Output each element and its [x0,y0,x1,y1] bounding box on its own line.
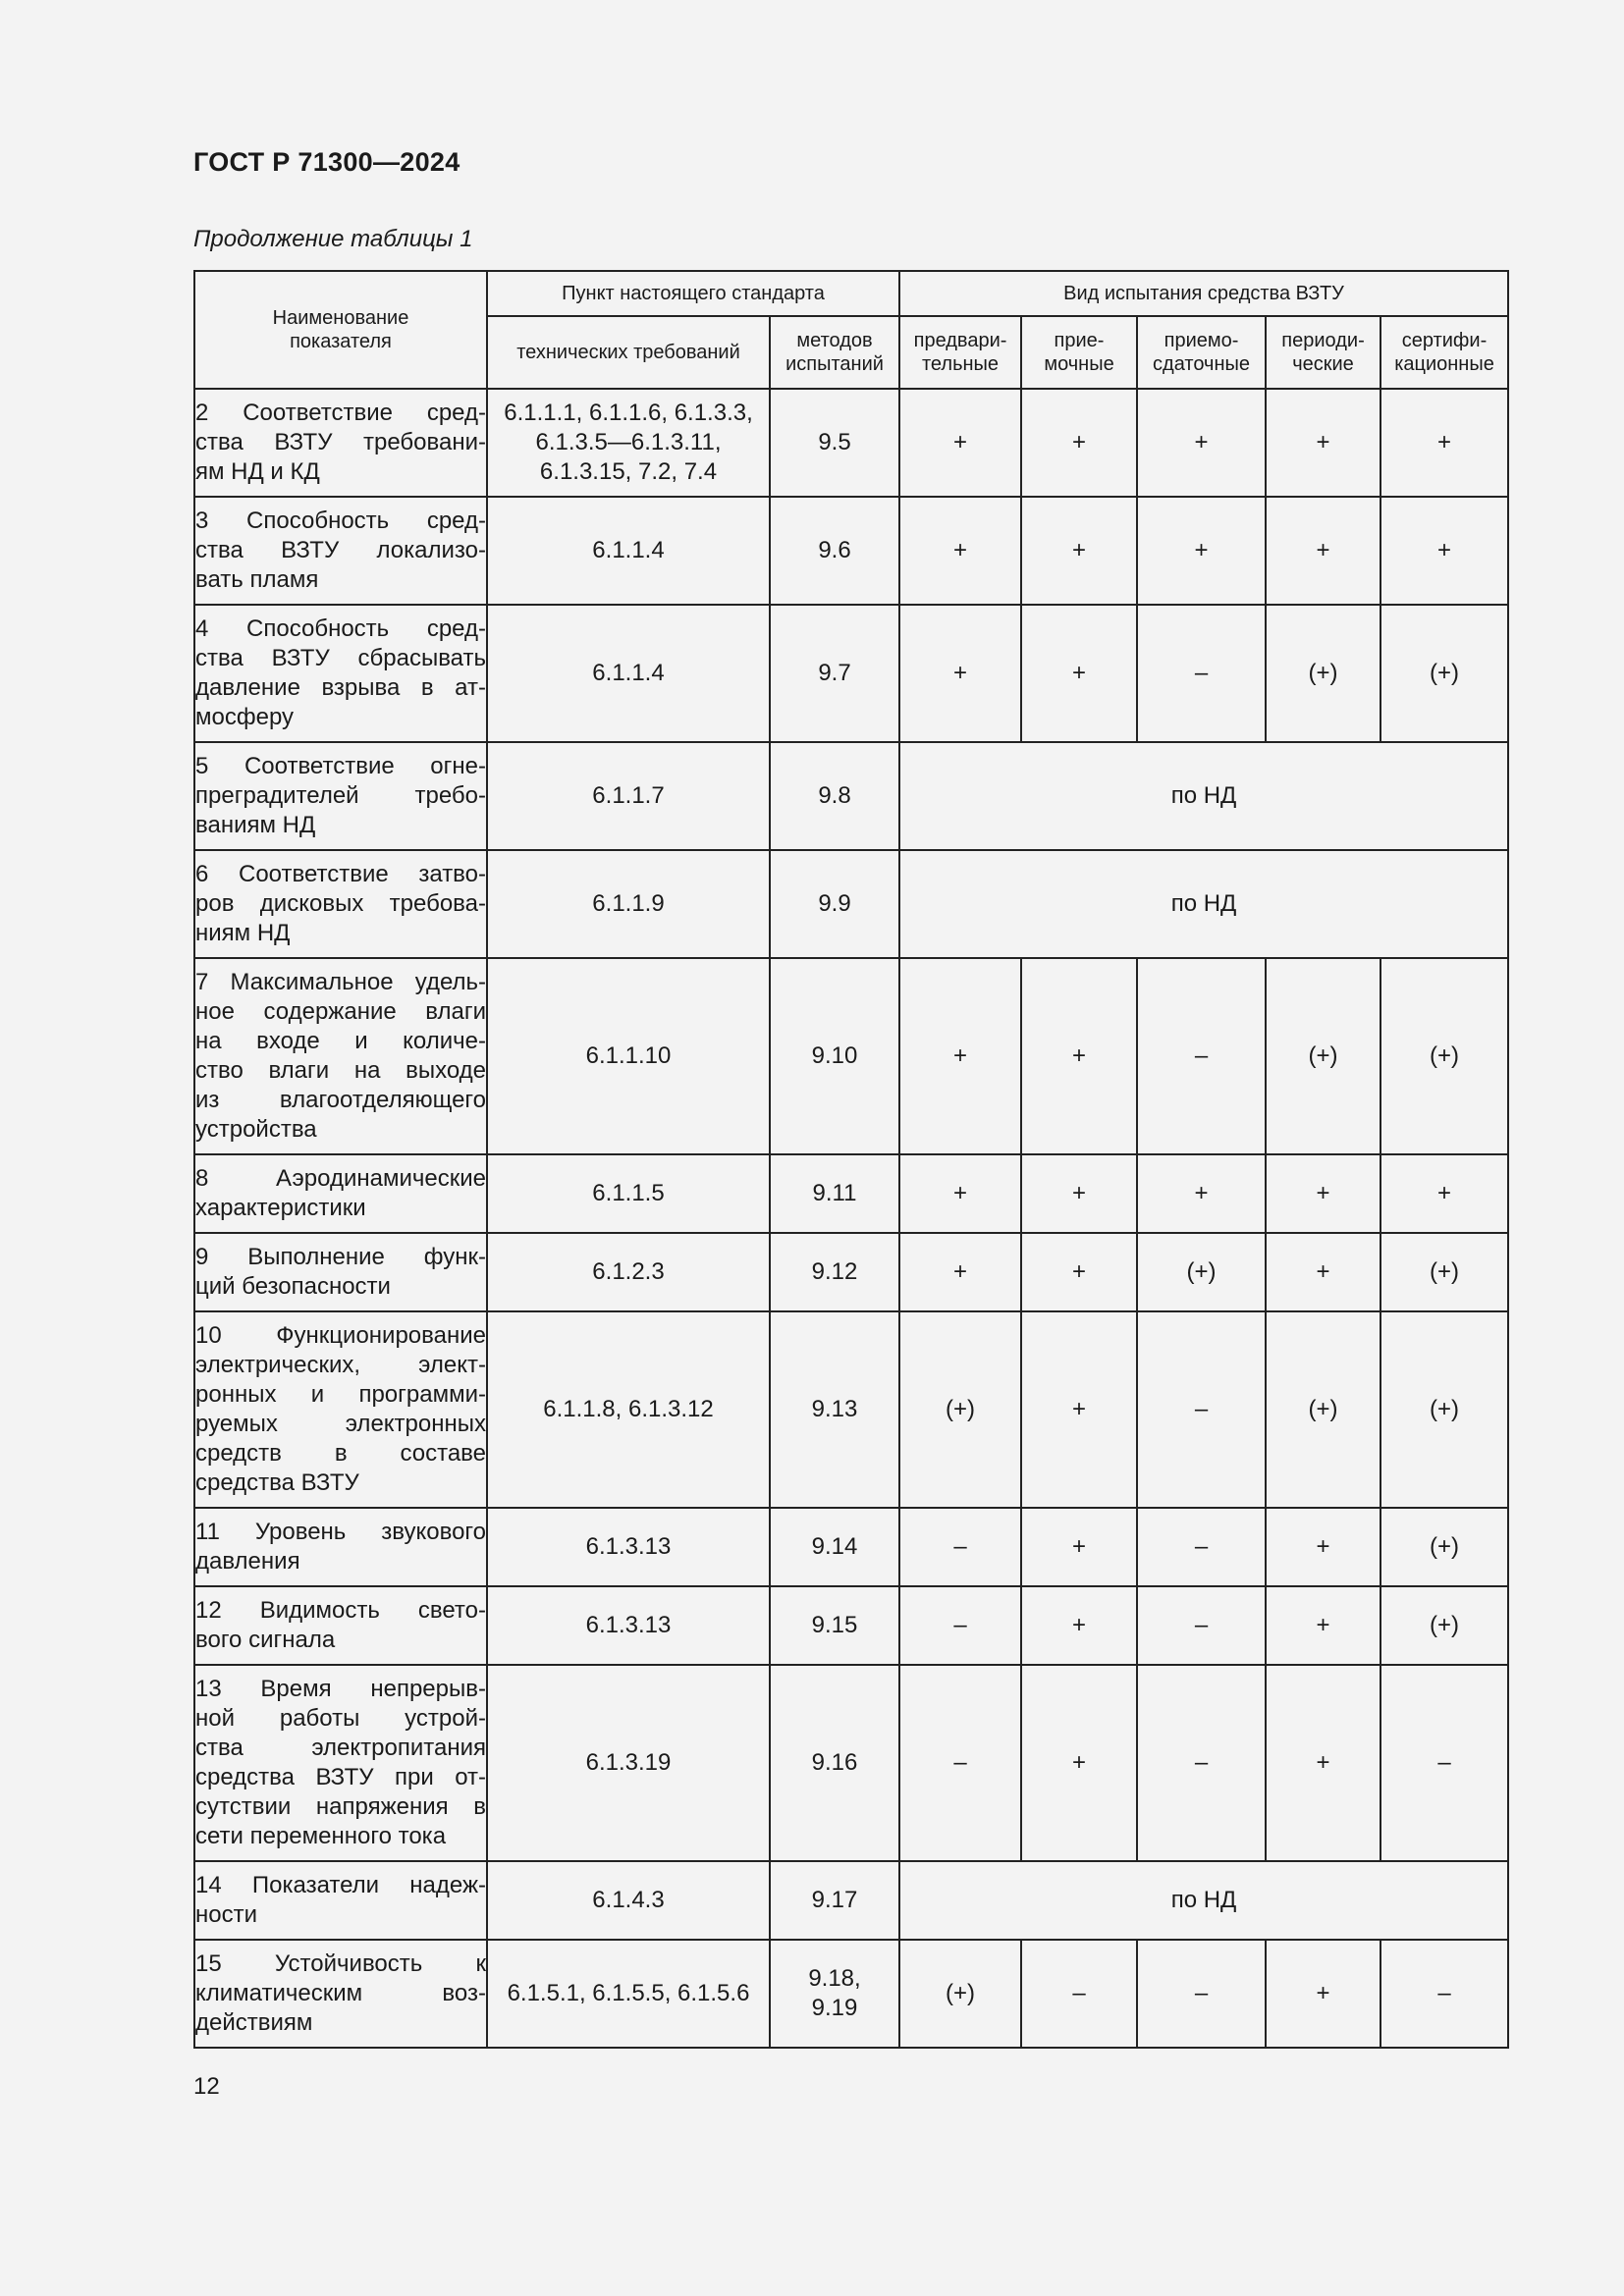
indicator-name-line: 5 Соответствие огне- [195,753,486,779]
table-row [194,850,1508,958]
indicator-name-line: 9 Выполнение функ- [195,1244,486,1270]
test-mark-cell: + [1021,605,1137,742]
header-delivery-acceptance: приемо- сдаточные [1137,316,1266,389]
test-mark-cell: – [1380,1940,1508,2048]
tech-requirements-cell: 6.1.2.3 [487,1233,770,1311]
tech-requirements-cell: 6.1.1.10 [487,958,770,1154]
indicator-name-line: действиям [195,2009,313,2036]
indicator-name-line: давления [195,1548,300,1575]
table-row [194,389,1508,497]
indicator-name-line: вого сигнала [195,1627,336,1653]
indicator-name-line: 15 Устойчивость к [195,1950,486,1977]
header-test-type: Вид испытания средства ВЗТУ [899,271,1508,316]
header-preliminary: предвари- тельные [899,316,1021,389]
test-mark-cell: – [1137,1311,1266,1508]
header-test-methods: методов испытаний [770,316,899,389]
test-mark-cell: + [1021,389,1137,497]
indicator-name-line: мосферу [195,704,295,730]
test-mark-cell: + [899,497,1021,605]
header-standard-clause: Пункт настоящего стандарта [487,271,899,316]
indicator-name-cell [194,605,487,742]
test-mark-cell: – [1137,1665,1266,1861]
test-method-cell: 9.10 [770,958,899,1154]
test-method-cell: 9.18, 9.19 [770,1940,899,2048]
test-mark-cell: + [899,1154,1021,1233]
test-mark-cell: + [1266,1940,1380,2048]
test-method-cell: 9.5 [770,389,899,497]
test-mark-cell: + [1021,1233,1137,1311]
indicator-name-cell [194,1861,487,1940]
indicator-name-line: ное содержание влаги [195,998,486,1025]
test-mark-cell: – [1137,1586,1266,1665]
indicator-name-line: сети переменного тока [195,1823,447,1849]
table-row [194,1233,1508,1311]
indicator-name-line: ство влаги на выходе [195,1057,486,1084]
indicator-name-cell [194,742,487,850]
test-mark-cell: (+) [1380,1311,1508,1508]
indicator-name-line: вать пламя [195,566,319,593]
test-mark-cell: + [899,958,1021,1154]
header-acceptance: прие- мочные [1021,316,1137,389]
indicator-name-line: 3 Способность сред- [195,507,486,534]
test-matrix-table [193,270,1509,2049]
test-mark-cell: (+) [1266,1311,1380,1508]
test-mark-cell: (+) [1380,958,1508,1154]
tech-requirements-cell: 6.1.3.13 [487,1508,770,1586]
indicator-name-cell [194,1940,487,2048]
test-mark-cell: – [899,1586,1021,1665]
test-method-cell: 9.9 [770,850,899,958]
indicator-name-cell [194,1508,487,1586]
table-row [194,1940,1508,2048]
indicator-name-line: на входе и количе- [195,1028,486,1054]
table-body [194,389,1508,2048]
tech-requirements-cell: 6.1.1.4 [487,605,770,742]
test-method-cell: 9.8 [770,742,899,850]
page-number: 12 [193,2073,220,2100]
test-mark-cell: – [899,1665,1021,1861]
indicator-name-cell [194,850,487,958]
indicator-name-line: ства электропитания [195,1735,486,1761]
tech-requirements-cell: 6.1.1.1, 6.1.1.6, 6.1.3.3, 6.1.3.5—6.1.3.11, 6.1.3.15, 7.2, 7.4 [487,389,770,497]
indicator-name-line: 2 Соответствие сред- [195,400,486,426]
tech-requirements-cell: 6.1.1.7 [487,742,770,850]
test-mark-cell: – [1137,1508,1266,1586]
tech-requirements-cell: 6.1.3.19 [487,1665,770,1861]
table-row [194,1665,1508,1861]
table-row [194,605,1508,742]
indicator-name-line: ям НД и КД [195,458,320,485]
indicator-name-line: 6 Соответствие затво- [195,861,486,887]
indicator-name-cell [194,1311,487,1508]
indicator-name-line: средств в составе [195,1440,486,1467]
test-mark-cell: – [1137,1940,1266,2048]
indicator-name-line: 13 Время непрерыв- [195,1676,486,1702]
indicator-name-line: ной работы устрой- [195,1705,486,1732]
test-mark-cell: + [1021,497,1137,605]
table-row [194,742,1508,850]
test-mark-cell: + [1266,497,1380,605]
test-mark-cell: + [1021,1311,1137,1508]
indicator-name-line: ваниям НД [195,812,316,838]
indicator-name-line: средства ВЗТУ при от- [195,1764,486,1790]
indicator-name-line: 8 Аэродинамические [195,1165,486,1192]
test-method-cell: 9.15 [770,1586,899,1665]
test-mark-cell: + [899,1233,1021,1311]
indicator-name-line: устройства [195,1116,317,1143]
indicator-name-line: средства ВЗТУ [195,1469,359,1496]
test-mark-cell: + [1266,1154,1380,1233]
tech-requirements-cell: 6.1.1.8, 6.1.3.12 [487,1311,770,1508]
table-row [194,1586,1508,1665]
tech-requirements-cell: 6.1.3.13 [487,1586,770,1665]
indicator-name-line: ций безопасности [195,1273,391,1300]
document-header: ГОСТ Р 71300—2024 [193,147,460,177]
test-mark-cell: + [1021,1508,1137,1586]
test-mark-cell: (+) [1266,605,1380,742]
indicator-name-cell [194,1233,487,1311]
indicator-name-cell [194,497,487,605]
table-row [194,1154,1508,1233]
test-method-cell: 9.16 [770,1665,899,1861]
tech-requirements-cell: 6.1.1.9 [487,850,770,958]
indicator-name-line: характеристики [195,1195,366,1221]
test-mark-cell: + [1021,1154,1137,1233]
test-mark-cell: – [1137,605,1266,742]
indicator-name-cell [194,389,487,497]
indicator-name-line: преградителей требо- [195,782,486,809]
test-mark-cell: + [1137,1154,1266,1233]
merged-test-cell: по НД [899,1861,1508,1940]
test-mark-cell: + [1266,389,1380,497]
test-method-cell: 9.7 [770,605,899,742]
tech-requirements-cell: 6.1.1.5 [487,1154,770,1233]
indicator-name-line: 7 Максимальное удель- [195,969,486,995]
test-mark-cell: – [1380,1665,1508,1861]
indicator-name-cell [194,958,487,1154]
indicator-name-cell [194,1665,487,1861]
test-mark-cell: (+) [899,1311,1021,1508]
test-mark-cell: + [1266,1233,1380,1311]
test-method-cell: 9.14 [770,1508,899,1586]
header-periodic: периоди- ческие [1266,316,1380,389]
test-method-cell: 9.17 [770,1861,899,1940]
test-mark-cell: + [1021,1665,1137,1861]
indicator-name-line: ности [195,1901,257,1928]
indicator-name-line: ства ВЗТУ требовани- [195,429,486,455]
test-mark-cell: (+) [1380,1508,1508,1586]
test-mark-cell: + [1380,497,1508,605]
tech-requirements-cell: 6.1.1.4 [487,497,770,605]
test-method-cell: 9.13 [770,1311,899,1508]
table-caption: Продолжение таблицы 1 [193,226,473,252]
indicator-name-line: ров дисковых требова- [195,890,486,917]
test-mark-cell: + [1137,497,1266,605]
test-mark-cell: + [1021,1586,1137,1665]
table-row [194,1861,1508,1940]
table-row [194,958,1508,1154]
indicator-name-line: 4 Способность сред- [195,615,486,642]
tech-requirements-cell: 6.1.5.1, 6.1.5.5, 6.1.5.6 [487,1940,770,2048]
test-mark-cell: + [1266,1508,1380,1586]
test-mark-cell: + [1137,389,1266,497]
test-method-cell: 9.12 [770,1233,899,1311]
test-mark-cell: + [1266,1665,1380,1861]
indicator-name-line: 14 Показатели надеж- [195,1872,486,1898]
table-row [194,1311,1508,1508]
indicator-name-line: сутствии напряжения в [195,1793,486,1820]
indicator-name-line: 10 Функционирование [195,1322,486,1349]
indicator-name-line: ронных и программи- [195,1381,486,1408]
indicator-name-cell [194,1586,487,1665]
indicator-name-line: 12 Видимость свето- [195,1597,486,1624]
test-mark-cell: – [1137,958,1266,1154]
test-mark-cell: + [899,605,1021,742]
indicator-name-cell [194,1154,487,1233]
merged-test-cell: по НД [899,742,1508,850]
test-method-cell: 9.11 [770,1154,899,1233]
header-indicator-name: Наименование показателя [194,271,487,389]
indicator-name-line: электрических, элект- [195,1352,486,1378]
indicator-name-line: ства ВЗТУ локализо- [195,537,486,563]
test-mark-cell: (+) [1380,1586,1508,1665]
test-mark-cell: + [899,389,1021,497]
header-certification: сертифи- кационные [1380,316,1508,389]
header-tech-requirements: технических требований [487,316,770,389]
indicator-name-line: климатическим воз- [195,1980,486,2006]
test-mark-cell: (+) [1266,958,1380,1154]
indicator-name-line: из влагоотделяющего [195,1087,486,1113]
indicator-name-line: давление взрыва в ат- [195,674,486,701]
test-method-cell: 9.6 [770,497,899,605]
test-mark-cell: – [899,1508,1021,1586]
tech-requirements-cell: 6.1.4.3 [487,1861,770,1940]
test-mark-cell: + [1021,958,1137,1154]
test-mark-cell: + [1380,1154,1508,1233]
test-mark-cell: + [1380,389,1508,497]
merged-test-cell: по НД [899,850,1508,958]
indicator-name-line: 11 Уровень звукового [195,1519,486,1545]
table-row [194,497,1508,605]
indicator-name-line: руемых электронных [195,1411,486,1437]
test-mark-cell: (+) [1380,605,1508,742]
test-mark-cell: – [1021,1940,1137,2048]
table-row [194,1508,1508,1586]
test-mark-cell: (+) [1380,1233,1508,1311]
test-mark-cell: (+) [1137,1233,1266,1311]
test-mark-cell: (+) [899,1940,1021,2048]
test-mark-cell: + [1266,1586,1380,1665]
indicator-name-line: ства ВЗТУ сбрасывать [195,645,486,671]
indicator-name-line: ниям НД [195,920,291,946]
